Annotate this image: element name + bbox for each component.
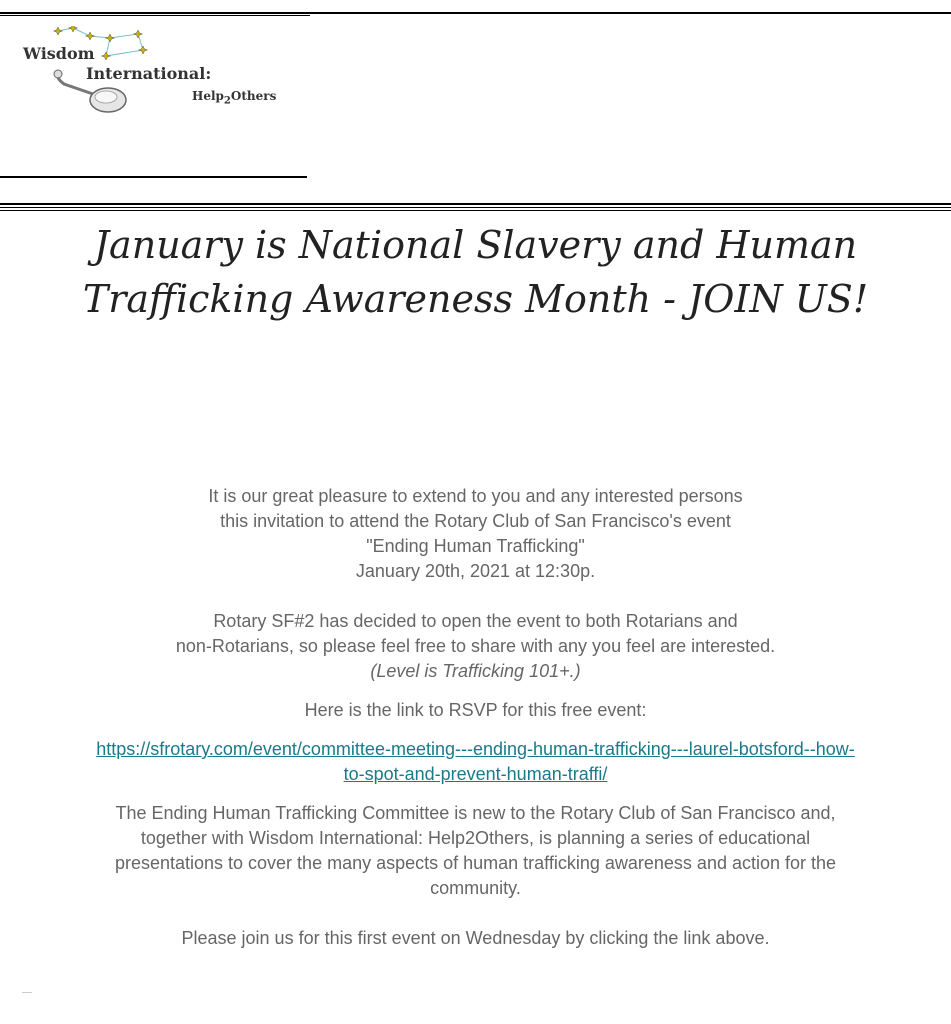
- top-rule: [0, 12, 951, 14]
- message-body: [20, 484, 931, 951]
- logo-word-wisdom: Wisdom: [23, 44, 95, 63]
- footer-divider: [22, 992, 32, 993]
- event-name: "Ending Human Trafficking": [366, 536, 585, 556]
- text-line: Rotary SF#2 has decided to open the event to both Rotarians and: [213, 611, 738, 631]
- logo-word-help2others: Help$_2$Others: [192, 89, 277, 107]
- rsvp-intro: Here is the link to RSVP for this free event:: [304, 700, 647, 720]
- text-line: The Ending Human Trafficking Committee is new to the Rotary Club of San Francisco and,: [115, 803, 836, 823]
- text-line: presentations to cover the many aspects of human trafficking awareness and action for the: [114, 853, 837, 873]
- page-title: [20, 218, 931, 326]
- text-line: together with Wisdom International: Help2Others, is planning a series of educational: [140, 828, 811, 848]
- text-line: It is our great pleasure to extend to you and any interested persons: [208, 486, 743, 506]
- rsvp-link-line[interactable]: to-spot-and-prevent-human-traffi/: [343, 764, 608, 784]
- logo-bottom-rule: [0, 176, 307, 178]
- text-line: community.: [430, 878, 521, 898]
- text-line: non-Rotarians, so please feel free to share with any you feel are interested.: [175, 636, 776, 656]
- title-line: Trafficking Awareness Month - JOIN US!: [82, 277, 869, 321]
- header-rule: [0, 210, 951, 211]
- header-rule: [0, 207, 951, 208]
- closing-line: Please join us for this first event on Wednesday by clicking the link above.: [181, 928, 770, 948]
- event-date: January 20th, 2021 at 12:30p.: [355, 561, 596, 581]
- text-line: this invitation to attend the Rotary Club of San Francisco's event: [220, 511, 731, 531]
- committee-paragraph: [20, 801, 931, 901]
- invite-paragraph: [20, 484, 931, 584]
- logo: [18, 26, 308, 126]
- title-line: January is National Slavery and Human: [93, 223, 858, 267]
- level-note: (Level is Trafficking 101+.): [370, 661, 581, 681]
- rsvp-link[interactable]: [20, 737, 931, 787]
- top-rule-thin: [0, 15, 310, 16]
- header-rule: [0, 203, 951, 205]
- logo-word-international: International:: [86, 64, 212, 83]
- open-event-paragraph: [20, 609, 931, 684]
- rsvp-link-line[interactable]: https://sfrotary.com/event/committee-meeting---ending-human-trafficking---laurel-botsford--how-: [96, 739, 855, 759]
